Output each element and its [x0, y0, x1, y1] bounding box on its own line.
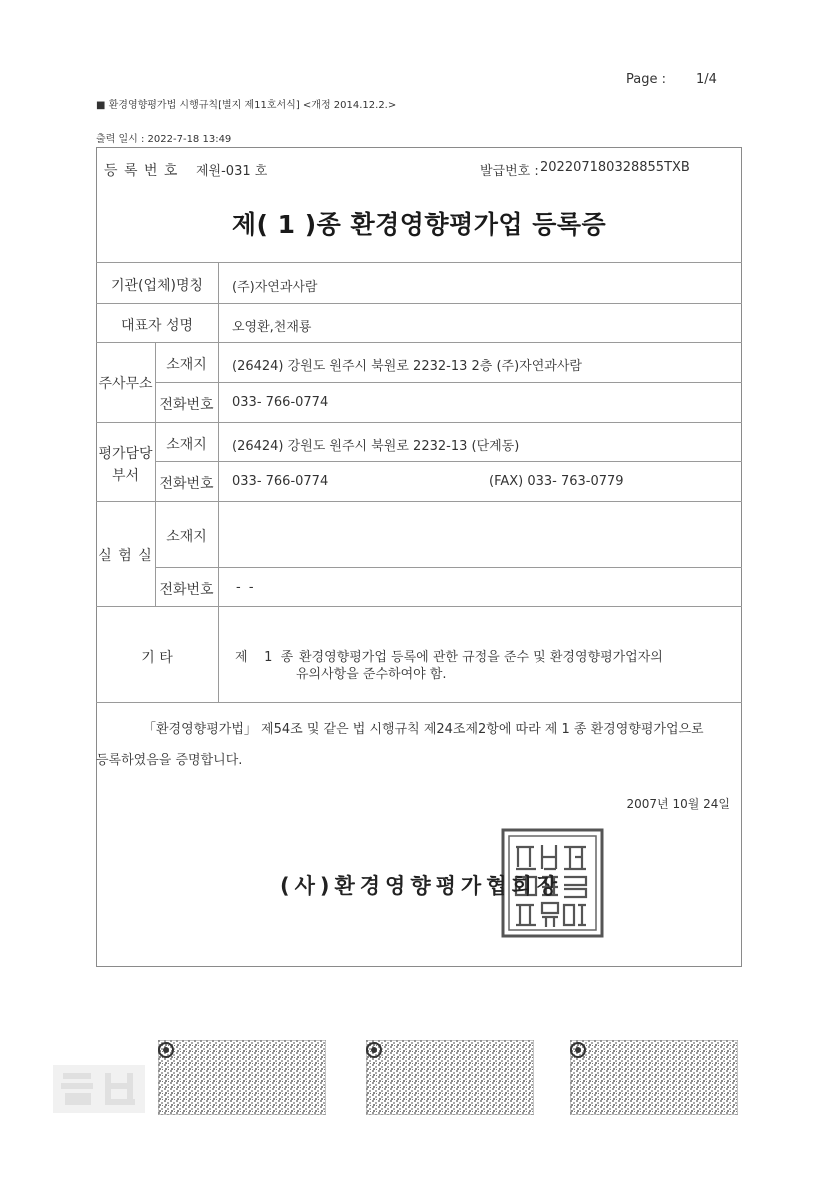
- company-name-label: 기관(업체)명칭: [110, 278, 204, 294]
- certification-line2: 등록하였음을 증명합니다.: [96, 753, 243, 768]
- certification-date: 2007년 10월 24일: [626, 797, 730, 811]
- eval-dept-label-line2: 부서: [111, 468, 140, 484]
- divider: [96, 262, 742, 263]
- eval-dept-address-label: 소재지: [166, 437, 207, 453]
- issuer-title: (사)환경영향평가협회장: [280, 874, 563, 898]
- representative-value: 오영환,천재룡: [232, 320, 312, 335]
- security-barcode-2: [366, 1040, 534, 1115]
- eval-dept-fax: (FAX) 033- 763-0779: [489, 474, 624, 489]
- certification-line1: 「환경영향평가법」 제54조 및 같은 법 시행규칙 제24조제2항에 따라 제 1 종 환경영향평가업으로: [143, 722, 704, 737]
- page-number: 1/4: [696, 72, 717, 87]
- lab-label: 실 험 실: [98, 548, 153, 564]
- divider: [155, 461, 742, 462]
- issue-number-label: 발급번호 :: [480, 164, 539, 179]
- divider: [96, 303, 742, 304]
- divider: [96, 422, 742, 423]
- main-office-address-label: 소재지: [166, 357, 207, 373]
- registration-number-label: 등 록 번 호: [104, 163, 179, 179]
- security-barcode-3: [570, 1040, 738, 1115]
- eval-dept-label: 평가담당: [98, 446, 153, 462]
- certificate-title: 제( 1 )종 환경영향평가업 등록증: [231, 210, 607, 239]
- lab-address-label: 소재지: [166, 529, 207, 545]
- issue-number-value: 202207180328855TXB: [540, 160, 690, 175]
- divider: [218, 262, 219, 702]
- original-watermark-icon: [53, 1065, 145, 1113]
- lab-phone-label: 전화번호: [159, 582, 214, 598]
- eval-dept-phone-label: 전화번호: [159, 476, 214, 492]
- security-barcode-1: [158, 1040, 326, 1115]
- divider: [96, 702, 742, 703]
- main-office-address: (26424) 강원도 원주시 북원로 2232-13 2층 (주)자연과사람: [232, 359, 582, 374]
- form-reference: ■ 환경영향평가법 시행규칙[별지 제11호서식] <개정 2014.12.2.>: [96, 100, 397, 111]
- divider: [96, 501, 742, 502]
- main-office-label: 주사무소: [98, 376, 153, 392]
- main-office-phone-label: 전화번호: [159, 397, 214, 413]
- other-label: 기 타: [141, 650, 173, 666]
- main-office-phone: 033- 766-0774: [232, 395, 329, 410]
- divider: [96, 342, 742, 343]
- page-label: Page :: [626, 72, 666, 87]
- eval-dept-address: (26424) 강원도 원주시 북원로 2232-13 (단계동): [232, 439, 520, 454]
- divider: [155, 567, 742, 568]
- other-line1: 환경영향평가업 등록에 관한 규정을 준수 및 환경영향평가업자의: [299, 650, 663, 665]
- print-date: 출력 일시 : 2022-7-18 13:49: [96, 134, 232, 145]
- company-name-value: (주)자연과사람: [232, 280, 318, 295]
- divider: [96, 606, 742, 607]
- other-prefix: 제 1 종: [235, 650, 294, 665]
- registration-number-value: 제원-031 호: [196, 164, 268, 179]
- lab-phone: - -: [236, 580, 256, 595]
- eval-dept-phone: 033- 766-0774: [232, 474, 329, 489]
- certificate-frame: [96, 147, 742, 967]
- divider: [155, 382, 742, 383]
- other-line2: 유의사항을 준수하여야 함.: [296, 667, 447, 682]
- representative-label: 대표자 성명: [120, 318, 194, 334]
